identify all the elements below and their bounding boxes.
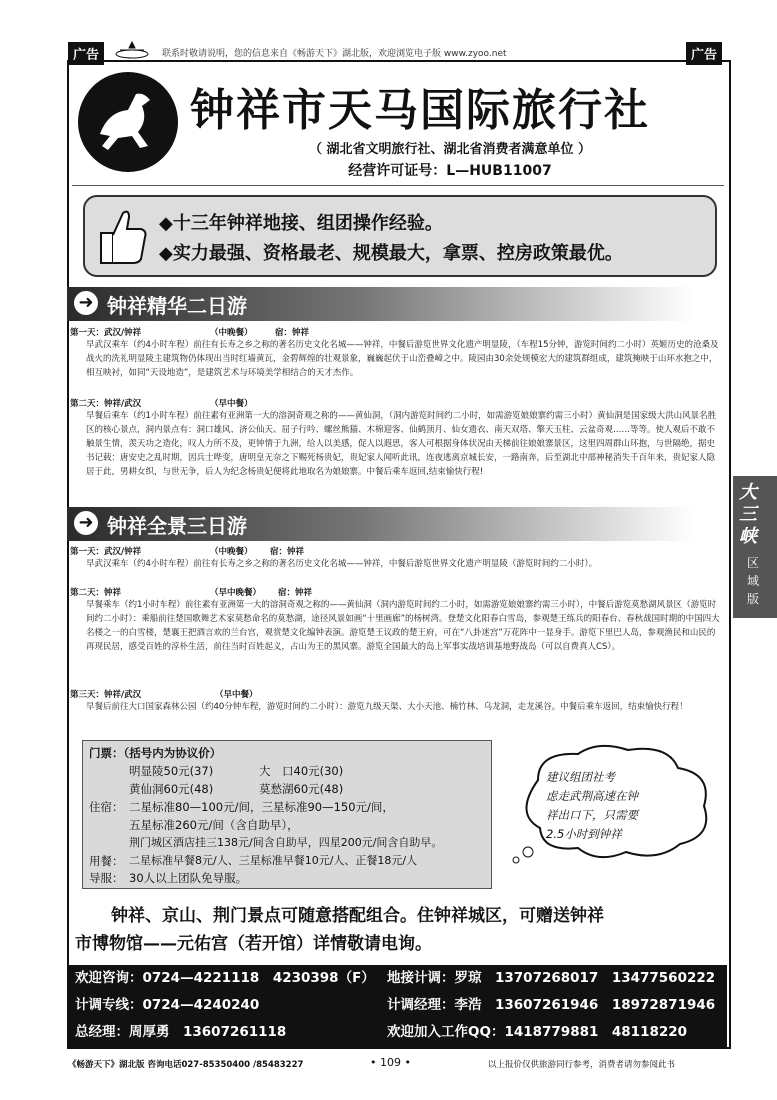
thumbs-up-icon bbox=[93, 203, 149, 267]
contact-box bbox=[67, 965, 727, 1047]
cloud-line: 2.5小时到钟祥 bbox=[546, 827, 622, 841]
stay-line: 五星标准260元/间（含自助早）， bbox=[129, 818, 299, 832]
side-tab-title: 大三峡 bbox=[739, 482, 757, 547]
footer-right: 以上报价仅供旅游同行参考，消费者请勿参阅此书 bbox=[488, 1060, 676, 1070]
day-meals: （早中餐） bbox=[210, 399, 253, 409]
tickets-label: 门票：（括号内为协议价） bbox=[89, 746, 222, 760]
price-box bbox=[82, 740, 492, 889]
company-honors: （ 湖北省文明旅行社、湖北省消费者满意单位 ） bbox=[308, 142, 592, 157]
ticket-item: 莫愁湖60元(48) bbox=[259, 782, 344, 796]
promo-line-1: 钟祥、京山、荆门景点可随意搭配组合。住钟祥城区，可赠送钟祥 bbox=[111, 906, 604, 926]
region-side-tab bbox=[733, 476, 777, 618]
day-description: 早武汉乘车（约4小时车程）前往有长寿之乡之称的著名历史文化名城——钟祥，中餐后游览世界文化遗产明显陵（游览时间约二小时）。 bbox=[86, 559, 598, 569]
section-title: 钟祥全景三日游 bbox=[107, 514, 247, 538]
contact-hotline: 欢迎咨询：0724—4221118 4230398（F） bbox=[75, 970, 375, 986]
arrow-right-icon: ➜ bbox=[74, 291, 98, 315]
day-head: 第二天：钟祥/武汉 bbox=[70, 399, 142, 409]
day-head: 第二天：钟祥 bbox=[70, 588, 122, 598]
day-stay: 宿：钟祥 bbox=[278, 588, 313, 598]
banner-line-2: ◆实力最强、资格最老、规模最大，拿票、控房政策最优。 bbox=[159, 243, 623, 264]
ticket-item: 大 口40元(30) bbox=[259, 764, 344, 778]
day-stay: 宿：钟祥 bbox=[275, 328, 310, 338]
day-meals: （中晚餐） bbox=[210, 328, 253, 338]
day-description: 早餐乘车（约1小时车程）前往素有亚洲第一大的溶洞奇观之称的——黄仙洞（洞内游览时间约二小时，如需游览娘娘寨约需三小时），中餐后游览莫愁湖风景区（游览时间约二小时）：乘船前往楚国歌舞艺术家莫愁命名的莫愁湖，途径风景如画“十里画廊”的杨树湾。登楚文化阳春白雪岛，参观楚王练兵的阳春台、春秋战国时期的中国四大名楼之一的白雪楼，楚襄王把酒言欢的兰台宫，观赏楚文化编钟表演。游览楚王议政的楚王府，可在“八卦迷宫”万花阵中一显身手。游览下里巴人岛，参观渔民和山民的再现民居，感受百姓的淳朴生活，前往当时百姓起义，占山为王的黑风寨。游览全国最大的岛上军事实战培训基地野战岛（可以自费真人CS）。 bbox=[86, 600, 720, 652]
contact-local-dispatch: 地接计调：罗琼 13707268017 13477560222 bbox=[387, 970, 716, 986]
company-name: 钟祥市天马国际旅行社 bbox=[190, 85, 650, 136]
footer-left: 《畅游天下》湖北版 咨询电话027-85350400 /85483227 bbox=[68, 1060, 304, 1070]
side-tab-sub: 区域版 bbox=[747, 556, 760, 606]
banner-line-1: ◆十三年钟祥地接、组团操作经验。 bbox=[159, 213, 443, 234]
day-description: 早武汉乘车（约4小时车程）前往有长寿之乡之称的著名历史文化名城——钟祥，中餐后游览世界文化遗产明显陵，（车程15分钟，游览时间约二小时）英姬历史的沧桑及战火的洗礼明显陵主建筑物仍体现出当时红墙黄瓦，金碧辉煌的壮观景象，巍巍起伏于山峦叠嶂之中。陵园由30余处规模宏大的建筑群组成，建筑掩映于山环水抱之中，相互映衬，如同“天设地造”，是建筑艺术与环境美学相结合的天才杰作。 bbox=[86, 340, 719, 378]
header-divider bbox=[72, 185, 724, 186]
ad-label-left: 广告 bbox=[68, 42, 104, 65]
day-head: 第一天：武汉/钟祥 bbox=[70, 547, 142, 557]
meal-text: 二星标准早餐8元/人、三星标准早餐10元/人、正餐18元/人 bbox=[129, 854, 418, 867]
day-head: 第一天：武汉/钟祥 bbox=[70, 328, 142, 338]
magazine-logo-icon bbox=[112, 40, 152, 60]
ad-label-right: 广告 bbox=[686, 42, 722, 65]
meal-label: 用餐： bbox=[89, 854, 124, 868]
contact-qq: 欢迎加入工作QQ：1418779881 48118220 bbox=[387, 1024, 688, 1040]
route-tip-cloud bbox=[508, 740, 718, 865]
contact-dispatch-manager: 计调经理：李浩 13607261946 18972871946 bbox=[387, 997, 716, 1013]
day-head: 第三天：钟祥/武汉 bbox=[70, 690, 142, 700]
day-description: 早餐后前往大口国家森林公园（约40分钟车程，游览时间约二小时）：游览九级天渠、大小天池、楠竹林、乌龙洞，走龙溪谷。中餐后乘车返回，结束愉快行程！ bbox=[86, 702, 688, 712]
stay-label: 住宿： bbox=[89, 800, 124, 814]
day-meals: （早中晚餐） bbox=[210, 588, 262, 598]
guide-text: 30人以上团队免导服。 bbox=[129, 871, 248, 885]
ticket-item: 黄仙洞60元(48) bbox=[129, 782, 214, 796]
license-number: 经营许可证号：L—HUB11007 bbox=[348, 163, 552, 179]
stay-line: 荆门城区酒店挂三138元/间含自助早，四星200元/间含自助早。 bbox=[129, 836, 443, 849]
cloud-line: 虑走武荆高速在钟 bbox=[546, 789, 638, 803]
promo-line-2: 市博物馆——元佑宫（若开馆）详情敬请电询。 bbox=[75, 934, 432, 954]
contact-general-manager: 总经理：周厚勇 13607261118 bbox=[75, 1024, 287, 1040]
section-title: 钟祥精华二日游 bbox=[107, 294, 247, 318]
section-header-two-day bbox=[67, 287, 727, 321]
section-header-three-day bbox=[67, 507, 727, 541]
cloud-line: 祥出口下，只需要 bbox=[546, 808, 638, 822]
page-number: • 109 • bbox=[370, 1056, 411, 1069]
top-notice: 联系时敬请说明，您的信息来自《畅游天下》湖北版，欢迎浏览电子版 www.zyoo.net bbox=[162, 49, 507, 59]
arrow-right-icon: ➜ bbox=[74, 511, 98, 535]
contact-dispatch-line: 计调专线：0724—4240240 bbox=[75, 997, 260, 1013]
day-meals: （早中餐） bbox=[215, 690, 258, 700]
highlight-banner bbox=[83, 195, 717, 277]
day-description: 早餐后乘车（约1小时车程）前往素有亚洲第一大的溶洞奇观之称的——黄仙洞，（洞内游览时间约二小时，如需游览娘娘寨约需三小时）黄仙洞是国家级大洪山风景名胜区的核心景点，洞内景点有：洞口雄风、济公仙天、屈子行吟、螺丝熊猫、木棉迎客、仙鹤顶月、仙女遗衣、南天双塔、擎天玉柱、云盆奇观……等等。使人观后不敢不触景生情，羡天功之造化，叹人力所不及，更钟情于九洲，给人以美感，促人以遐思，客人可根据身体状况由天梯前往娘娘寨景区，这里四周群山环抱，与世隔绝，据史书记载：唐安史之乱时期，因兵士哗变，唐明皇无奈之下赐死杨贵妃，贵妃家人闻听此讯，连夜逃离京城长安，一路南奔，后至湖北中部神秘消失千百年来，贵妃家人隐居于此，男耕女织，与世无争，后人为纪念杨贵妃便将此地取名为娘娘寨。中餐后乘车返回,结束愉快行程! bbox=[86, 411, 717, 477]
stay-line: 二星标准80—100元/间，三星标准90—150元/间， bbox=[129, 800, 394, 814]
day-stay: 宿：钟祥 bbox=[270, 547, 305, 557]
ticket-item: 明显陵50元(37) bbox=[129, 764, 214, 778]
cloud-line: 建议组团社考 bbox=[546, 770, 615, 784]
day-meals: （中晚餐） bbox=[210, 547, 253, 557]
horse-logo-icon bbox=[78, 72, 178, 172]
guide-label: 导服： bbox=[89, 871, 124, 885]
